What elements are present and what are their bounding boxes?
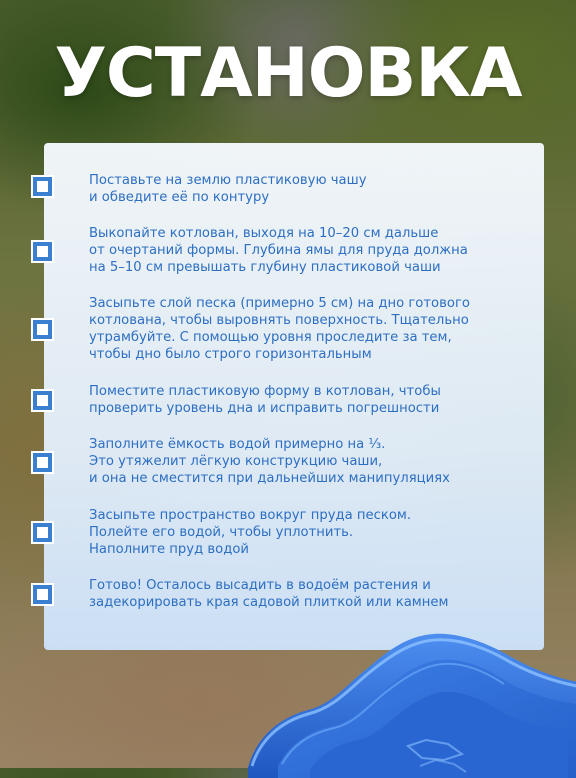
bullet-square-icon [33,523,52,542]
step-text [89,436,529,487]
step-line: Поместите пластиковую форму в котлован, чтобы [89,384,441,399]
bullet-square-icon [33,391,52,410]
step-line: Заполните ёмкость водой примерно на ⅓. [89,437,386,452]
step-text [89,577,529,611]
step-line: Наполните пруд водой [89,542,250,557]
step-line: Поставьте на землю пластиковую чашу [89,173,367,188]
step-text [89,172,529,206]
step-line: от очертаний формы. Глубина ямы для пруда должна [89,243,468,258]
step-line: Выкопайте котлован, выходя на 10–20 см дальше [89,226,439,241]
step-text [89,507,529,558]
step-line: утрамбуйте. С помощью уровня проследите за тем, [89,330,452,345]
plastic-pond-image [248,628,576,778]
step-line: Готово! Осталось высадить в водоём растения и [89,578,431,593]
step-text [89,225,529,276]
step-line: проверить уровень дна и исправить погрешности [89,401,440,416]
step-line: и обведите её по контуру [89,190,270,205]
step-line: Засыпьте слой песка (примерно 5 см) на дно готового [89,296,470,311]
step-line: задекорировать края садовой плиткой или камнем [89,595,449,610]
step-line: чтобы дно было строго горизонтальным [89,347,372,362]
step-line: и она не сместится при дальнейших манипуляциях [89,471,450,486]
step-line: Засыпьте пространство вокруг пруда песком. [89,508,412,523]
bullet-square-icon [33,453,52,472]
bullet-square-icon [33,320,52,339]
step-text [89,295,529,363]
page-title: УСТАНОВКА [54,34,522,113]
bullet-square-icon [33,242,52,261]
bullet-square-icon [33,585,52,604]
bullet-square-icon [33,177,52,196]
step-line: на 5–10 см превышать глубину пластиковой чаши [89,260,441,275]
step-line: Это утяжелит лёгкую конструкцию чаши, [89,454,383,469]
step-line: котлована, чтобы выровнять поверхность. Тщательно [89,313,469,328]
step-line: Полейте его водой, чтобы уплотнить. [89,525,354,540]
step-text [89,383,529,417]
